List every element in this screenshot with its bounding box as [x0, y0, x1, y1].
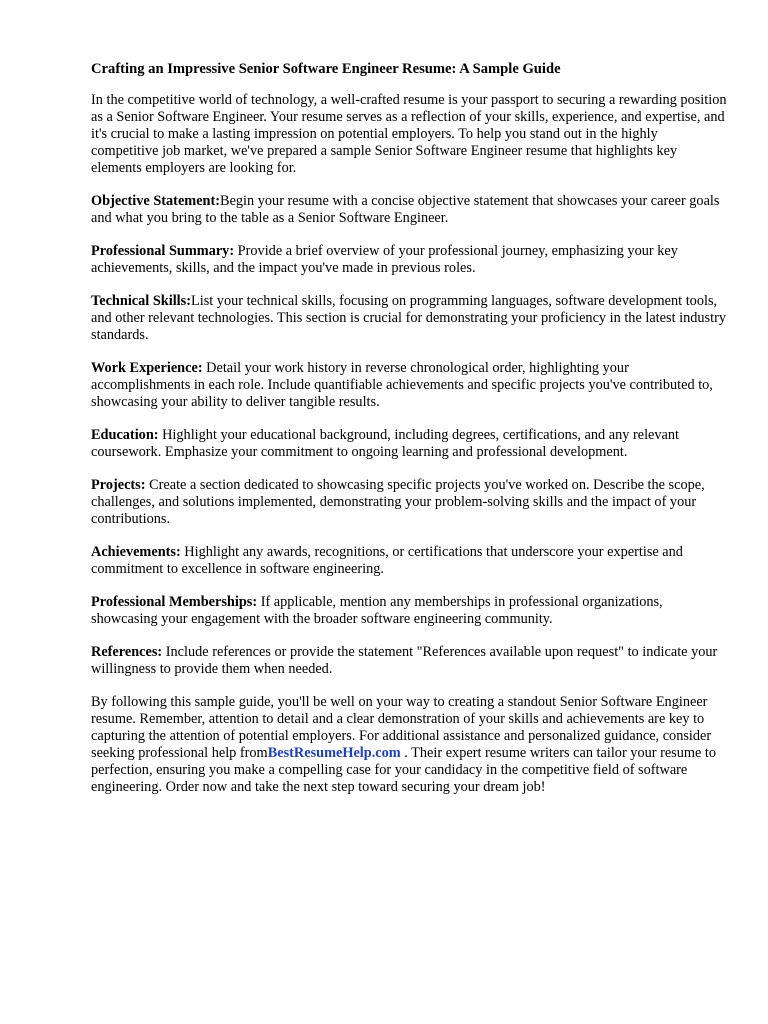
section-text: Create a section dedicated to showcasing specific projects you've worked on. Describe the scope, challenges, and solutions implemented, demonstrating your problem-solving skills and the impact of your contributions. [91, 477, 705, 527]
section-label: Objective Statement: [91, 193, 221, 209]
intro-paragraph: In the competitive world of technology, a well-crafted resume is your passport to securing a rewarding position as a Senior Software Engineer. Your resume serves as a reflection of your skills, experience, and expertise, and it's crucial to make a lasting impression on potential employers. To help you stand out in the highly competitive job market, we've prepared a sample Senior Software Engineer resume that highlights key elements employers are looking for. [91, 92, 727, 176]
section-label: Technical Skills: [91, 293, 191, 309]
section-technical-skills [91, 293, 728, 344]
section-label: Education: [91, 427, 159, 443]
section-label: Work Experience: [91, 360, 203, 376]
section-label: Professional Memberships: [91, 594, 258, 610]
section-text: Highlight any awards, recognitions, or certifications that underscore your expertise and commitment to excellence in software engineering. [91, 544, 683, 577]
closing-text-before-link: By following this sample guide, you'll be well on your way to creating a standout Senior Software Engineer resume. Remember, attention to detail and a clear demonstration of your skills and achievements are key to capturing the attention of potential employers. For additional assistance and personalized guidance, consider seeking professional help from [91, 694, 712, 761]
section-projects [91, 477, 728, 528]
bestresumehelp-link[interactable]: BestResumeHelp.com [267, 745, 401, 761]
section-professional-summary [91, 243, 728, 277]
section-text: Begin your resume with a concise objective statement that showcases your career goals and what you bring to the table as a Senior Software Engineer. [91, 193, 720, 226]
section-label: Achievements: [91, 544, 181, 560]
section-education [91, 427, 728, 461]
section-text: Highlight your educational background, including degrees, certifications, and any relevant coursework. Emphasize your commitment to ongoing learning and professional development. [91, 427, 680, 460]
section-text: Include references or provide the statement "References available upon request" to indicate your willingness to provide them when needed. [91, 644, 718, 677]
document-title: Crafting an Impressive Senior Software Engineer Resume: A Sample Guide [91, 61, 561, 77]
section-text: Provide a brief overview of your professional journey, emphasizing your key achievements, skills, and the impact you've made in previous roles. [91, 243, 678, 276]
section-objective-statement [91, 193, 728, 227]
closing-text-after-link: . Their expert resume writers can tailor your resume to perfection, ensuring you make a compelling case for your candidacy in the competitive field of software engineering. Order now and take the next step toward securing your dream job! [91, 745, 717, 795]
section-text: Detail your work history in reverse chronological order, highlighting your accomplishments in each role. Include quantifiable achievements and specific projects you've contributed to, showcasing your ability to deliver tangible results. [91, 360, 713, 410]
section-professional-memberships [91, 594, 728, 628]
section-label: Professional Summary: [91, 243, 235, 259]
section-label: References: [91, 644, 163, 660]
section-achievements [91, 544, 728, 578]
closing-paragraph [91, 694, 728, 796]
section-references [91, 644, 728, 678]
section-text: List your technical skills, focusing on programming languages, software development tools, and other relevant technologies. This section is crucial for demonstrating your proficiency in the latest industry standards. [91, 293, 726, 343]
section-work-experience [91, 360, 728, 411]
section-label: Projects: [91, 477, 146, 493]
section-text: If applicable, mention any memberships in professional organizations, showcasing your engagement with the broader software engineering community. [91, 594, 663, 627]
